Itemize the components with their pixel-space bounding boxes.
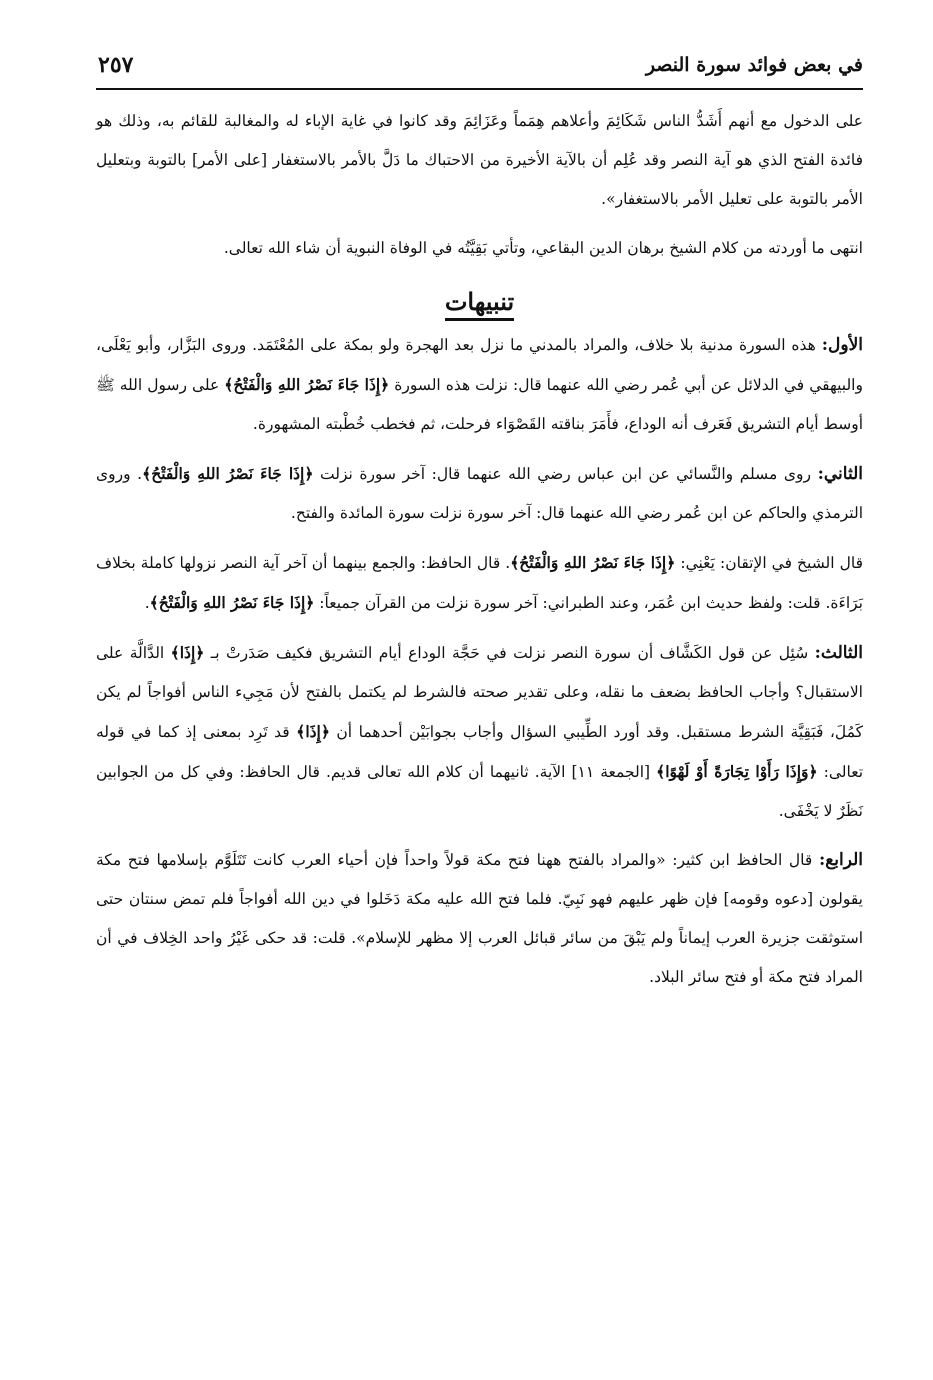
page-body bbox=[96, 90, 863, 997]
note-third-text-4: [الجمعة ١١] الآية. ثانيهما أن كلام الله تعالى قديم. قال الحافظ: وفي كل من الجوابين نَظَرٌ لا يَخْفَى. bbox=[96, 763, 863, 820]
note-itqan-text-1: قال الشيخ في الإتقان: يَعْنِي: bbox=[675, 554, 863, 572]
intro-paragraph-1: على الدخول مع أنهم أَشَدُّ الناس شَكَائِمَ وأعلاهم هِمَماً وعَزَائِمَ وقد كانوا في غاية الإباء له والمغالبة للقائم به، وذلك هو فائدة الفتح الذي هو آية النصر وقد عُلِم أن بالآية الأخيرة من الاحتباك ما دَلَّ بالأمر بالاستغفار [على الأمر] بالتوبة وبتعليل الأمر بالتوبة على تعليل الأمر بالاستغفار». bbox=[96, 112, 863, 208]
note-third-text-3: قد تَرِد بمعنى إذ كما في قوله تعالى: bbox=[96, 723, 864, 781]
note-fourth bbox=[96, 841, 863, 997]
note-itqan-quran-1: ﴿إِذَا جَاءَ نَصْرُ اللهِ وَالْفَتْحُ﴾ bbox=[510, 553, 676, 572]
running-header-title: في بعض فوائد سورة النصر bbox=[645, 54, 863, 76]
note-first-text-1: هذه السورة مدنية بلا خلاف، والمراد بالمدني ما نزل بعد الهجرة ولو بمكة على المُعْتَمَد. وروى البَزَّار، وأبو يَعْلَى، والبيهقي في الدلائل عن أبي عُمر رضي الله عنهما قال: نزلت هذه السورة bbox=[96, 336, 863, 394]
note-first bbox=[96, 326, 863, 444]
note-first-text-2: على رسول الله ﷺ أوسط أيام التشريق فَعَرف أنه الوداع، فأَمَرَ بناقته القَصْوَاء فرحلت، ثم فخطب خُطْبته المشهورة. bbox=[96, 376, 863, 433]
note-first-quran-1: ﴿إِذَا جَاءَ نَصْرُ اللهِ وَالْفَتْحُ﴾ bbox=[224, 375, 390, 394]
intro-paragraph-2: انتهى ما أوردته من كلام الشيخ برهان الدين البقاعي، وتأتي بَقِيَّتُه في الوفاة النبوية أن شاء الله تعالى. bbox=[223, 239, 863, 257]
note-second bbox=[96, 454, 863, 533]
note-third-quran-1: ﴿إِذَا﴾ bbox=[170, 643, 205, 662]
note-second-text-1: روى مسلم والنَّسائي عن ابن عباس رضي الله عنهما قال: آخر سورة نزلت bbox=[313, 465, 818, 483]
note-third-text-2: الدَّالَّة على الاستقبال؟ وأجاب الحافظ بضعف ما نقله، وعلى تقدير صحته فالشرط لم يكتمل بالفتح لأن مَجِيء الناس أفواجاً لم يكن كَمُلَ، فَبَقِيَّة الشرط مستقبل. وقد أورد الطِّيبي السؤال وأجاب بجوابَيْن أحدهما أن bbox=[96, 644, 864, 741]
note-third-lead: الثالث: bbox=[814, 643, 863, 663]
page-number: ٢٥٧ bbox=[98, 52, 134, 78]
note-second-lead: الثاني: bbox=[817, 464, 863, 484]
note-itqan-text-3: . bbox=[144, 594, 150, 612]
running-header bbox=[96, 46, 863, 90]
note-itqan-text-2: . قال الحافظ: والجمع بينهما أن آخر آية النصر نزولها كاملة بخلاف بَرَاءَة. قلت: ولفظ حديث ابن عُمَر، وعند الطبراني: آخر سورة نزلت من القرآن جميعاً: bbox=[96, 554, 863, 612]
note-third-quran-2: ﴿إِذَا﴾ bbox=[296, 722, 330, 741]
section-heading-text: تنبيهات bbox=[445, 287, 514, 321]
note-second-text-2: . وروى الترمذي والحاكم عن ابن عُمر رضي الله عنهما قال: آخر سورة نزلت سورة المائدة والفتح. bbox=[96, 465, 863, 522]
note-fourth-lead: الرابع: bbox=[818, 850, 863, 870]
note-second-quran-1: ﴿إِذَا جَاءَ نَصْرُ اللهِ وَالْفَتْحُ﴾ bbox=[142, 464, 314, 483]
note-first-lead: الأول: bbox=[821, 335, 863, 355]
note-third bbox=[96, 633, 863, 831]
note-itqan bbox=[96, 543, 863, 623]
section-heading bbox=[96, 282, 863, 322]
note-third-quran-3: ﴿وَإِذَا رَأَوْا تِجَارَةً أَوْ لَهْوًا﴾ bbox=[656, 762, 818, 781]
book-page bbox=[96, 46, 863, 1346]
note-itqan-quran-2: ﴿إِذَا جَاءَ نَصْرُ اللهِ وَالْفَتْحُ﴾ bbox=[149, 593, 315, 612]
note-third-text-1: سُئِل عن قول الكَشَّاف أن سورة النصر نزلت في حَجَّة الوداع أيام التشريق فكيف صَدَرتْ بـ bbox=[204, 644, 815, 662]
note-fourth-text-1: قال الحافظ ابن كثير: «والمراد بالفتح ههنا فتح مكة قولاً واحداً فإن أحياء العرب كانت تَتَلَوَّم بإسلامها فتح مكة يقولون [دعوه وقومه] فإن ظهر عليهم فهو نَبِيّ. فلما فتح الله عليه مكة دَخَلوا في دين الله أفواجاً فلم تمض سنتان حتى استوثقت جزيرة العرب إيماناً ولم يَبْقَ من سائر قبائل العرب إلا مظهر للإسلام». قلت: قد حكى غَيْرُ واحد الخِلاف في أن المراد فتح مكة أو فتح سائر البلاد. bbox=[96, 851, 863, 986]
